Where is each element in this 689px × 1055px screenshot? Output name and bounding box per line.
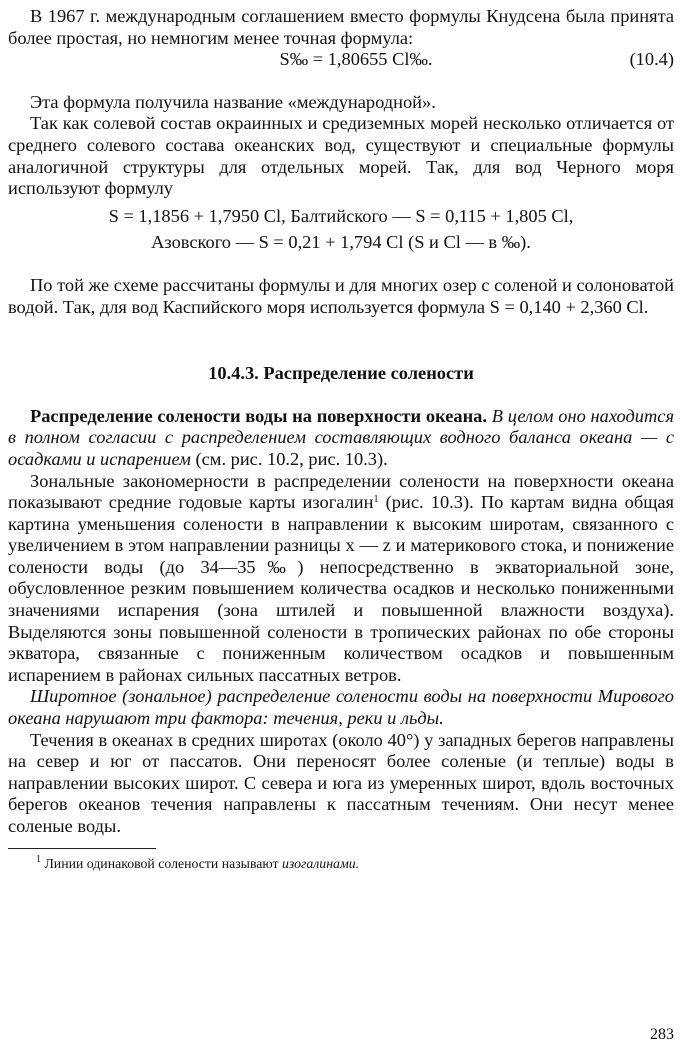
footnote-text: Линии одинаковой солености называют: [41, 855, 283, 871]
paragraph-lakes: По той же схеме рассчитаны формулы и для многих озер с соленой и солоноватой водой. Так, для вод Каспийского моря используется формула S = 0,140 + 2,360 Cl.: [8, 274, 674, 317]
footnote-mark: 1: [36, 853, 41, 865]
equation-10-4: [8, 49, 674, 71]
page-number: 283: [650, 1026, 674, 1043]
paragraph-currents: Течения в океанах в средних широтах (около 40°) у западных берегов направлены на север и юг от пассатов. Они переносят более соленые (и теплые) воды в направлении высоких широт. С севера и юга из умеренных широт, вдоль восточных берегов океанов течения направлены к пассатным течениям. Они несут менее соленые воды.: [8, 729, 674, 836]
footnote: [8, 855, 674, 873]
zonal-text-a: Зональные закономерности в распределении солености на поверхности океана показывают средние годовые карты изогалин: [8, 470, 674, 513]
paragraph-factors: [8, 686, 674, 729]
footnote-separator: [8, 848, 156, 849]
section-heading: 10.4.3. Распределение солености: [208, 363, 474, 384]
paragraph-knudsen: В 1967 г. международным соглашением вместо формулы Кнудсена была принята более простая, но немногим менее точная формула:: [8, 6, 674, 48]
paragraph-international: Эта формула получила название «международной».: [30, 91, 436, 112]
footnote-term: изогалинами.: [282, 855, 360, 871]
equation-azov: Азовского — S = 0,21 + 1,794 Cl (S и Cl — в ‰).: [151, 232, 531, 253]
zonal-text-b: (рис. 10.3). По картам видна общая картина уменьшения солености в направлении к высоким широтам, связанного с увеличением в этом направлении разницы x — z и материкового стока, и понижение солености воды (до 34—35‰) непосредственно в экваториальной зоне, обусловленное резким повышением количества осадков и несколько пониженными значениями испарения (зона штилей и повышенной влажности воздуха). Выделяются зоны повышенной солености в тропических районах по обе стороны экватора, связанные с пониженным количеством осадков и повышенным испарением в районах сильных пассатных ветров.: [8, 492, 674, 685]
factors-italic: Широтное (зональное) распределение солености воды на поверхности Мирового океана нарушают три фактора: течения, реки и льды.: [8, 686, 674, 729]
paragraph-seas: Так как солевой состав окраинных и средиземных морей несколько отличается от среднего солевого состава океанских вод, существуют и специальные формулы аналогичной структуры для отдельных морей. Так, для вод Черного моря используют формулу: [8, 113, 674, 199]
paragraph-distribution: [8, 406, 674, 471]
runin-heading: Распределение солености воды на поверхности океана.: [30, 405, 487, 426]
page-content: [8, 6, 674, 873]
italic-statement: В целом оно находится в полном согласии с распределением составляющих водного баланса океана — с осадками и испарением: [8, 405, 674, 469]
footnote-ref: 1: [373, 494, 379, 506]
equation-black-baltic: S = 1,1856 + 1,7950 Cl, Балтийского — S = 0,115 + 1,805 Cl,: [108, 205, 574, 226]
equation-number: (10.4): [629, 49, 674, 70]
figure-reference: (см. рис. 10.2, рис. 10.3).: [190, 448, 388, 469]
paragraph-zonal: [8, 471, 674, 687]
equation-10-4-body: S‰ = 1,80655 Cl‰.: [279, 49, 433, 70]
